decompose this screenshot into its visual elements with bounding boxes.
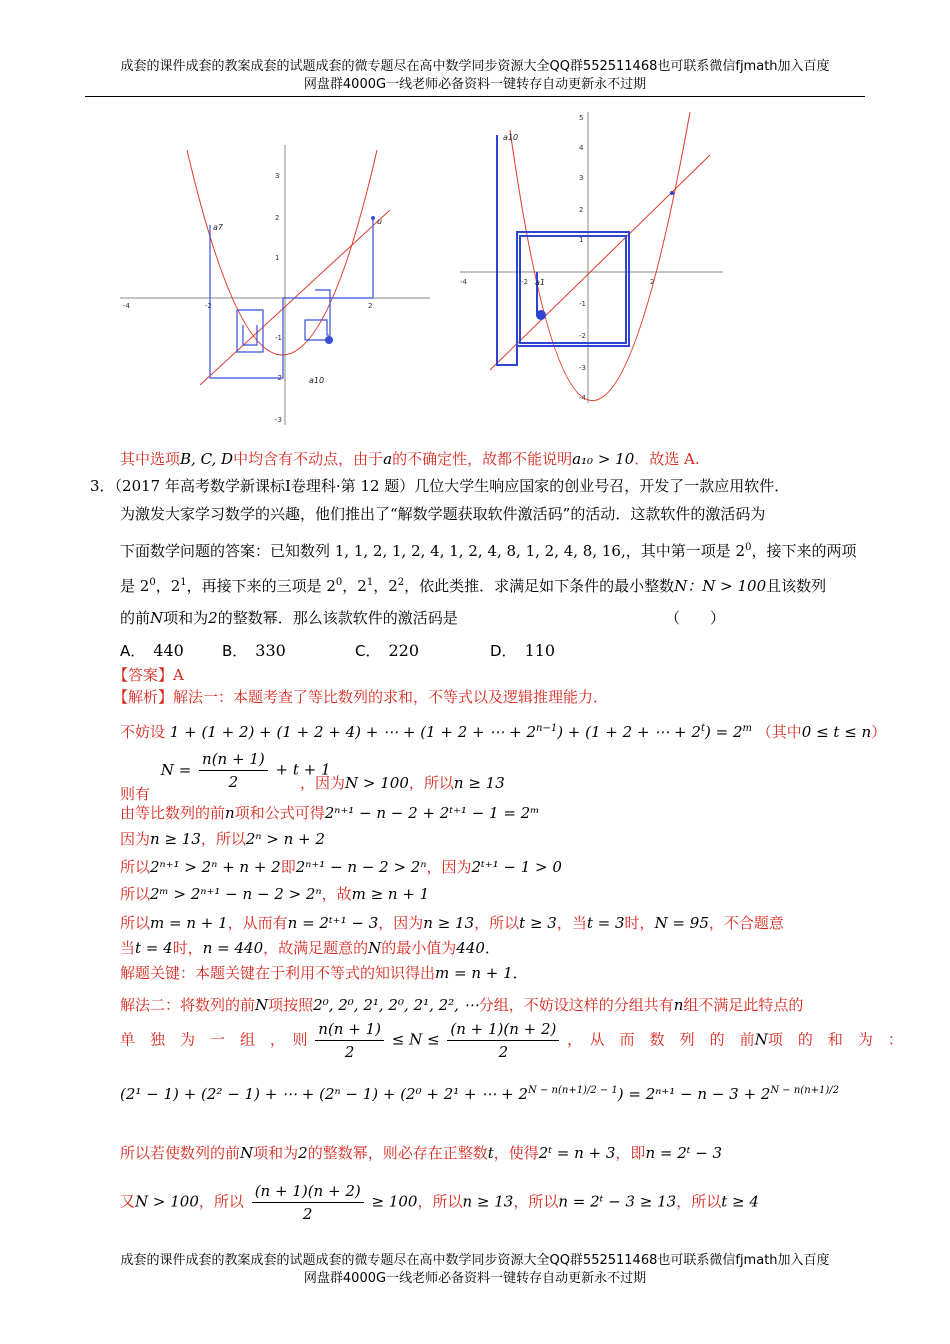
header-line-2: 网盘群4000G一线老师必备资料一键转存自动更新永不过期 bbox=[303, 77, 647, 92]
answer-label: 【答案】A bbox=[113, 666, 184, 684]
right-ytick-8: -3 bbox=[579, 364, 586, 372]
left-label-a10: a10 bbox=[309, 376, 325, 385]
left-xtick-1: -4 bbox=[123, 302, 130, 310]
left-parabola bbox=[187, 150, 377, 355]
right-xtick-1: -4 bbox=[460, 278, 467, 286]
right-line-y-eq-x bbox=[490, 155, 710, 370]
solution-method-2-grouping: 单 独 为 一 组 ， 则 $\frac{n(n + 1)}{2}$ ≤ N ≤ $\frac{(n + 1)(n + 2)}{2}$ ， 从 而 数 列 的 前N项 的 和 为 ： bbox=[120, 1020, 903, 1061]
right-ytick-6: -1 bbox=[579, 300, 586, 308]
right-parabola bbox=[510, 112, 690, 401]
solution-step-3: 由等比数列的前n项和公式可得2ⁿ⁺¹ − n − 2 + 2ᵗ⁺¹ − 1 = 2ᵐ bbox=[120, 804, 540, 822]
left-ytick-5: -2 bbox=[275, 374, 282, 382]
solution-step-7: 所以m = n + 1，从而有n = 2ᵗ⁺¹ − 3，因为n ≥ 13，所以t ≥ 3，当t = 3时，N = 95，不合题意 bbox=[120, 914, 784, 932]
cobweb-figure-right bbox=[455, 110, 725, 405]
solution-method-2: 解法二：将数列的前N项按照2⁰, 2⁰, 2¹, 2⁰, 2¹, 2², ⋯分组，不妨设这样的分组共有n组不满足此特点的 bbox=[120, 996, 804, 1014]
right-xtick-2: -2 bbox=[521, 278, 528, 286]
solution-method-2-final: 又N > 100，所以 $\frac{(n + 1)(n + 2)}{2}$ ≥ 100，所以n ≥ 13，所以n = 2ᵗ − 3 ≥ 13，所以t ≥ 4 bbox=[120, 1182, 759, 1223]
problem-line-3: 下面数学问题的答案：已知数列 1, 1, 2, 1, 2, 4, 1, 2, 4, 8, 1, 2, 4, 8, 16,，其中第一项是 $2^0$，接下来的两项 bbox=[120, 542, 857, 560]
solution-step-5: 所以2ⁿ⁺¹ > 2ⁿ + n + 2即2ⁿ⁺¹ − n − 2 > 2ⁿ，因为2ᵗ⁺¹ − 1 > 0 bbox=[120, 858, 562, 876]
option-c[interactable]: C． 220 bbox=[355, 641, 420, 660]
right-ytick-1: 5 bbox=[579, 114, 584, 122]
solution-step-4: 因为n ≥ 13，所以2ⁿ > n + 2 bbox=[120, 830, 325, 848]
right-ytick-9: -4 bbox=[579, 394, 586, 402]
option-d[interactable]: D． 110 bbox=[490, 641, 556, 660]
left-xtick-2: -2 bbox=[205, 302, 212, 310]
problem-line-2: 为激发大家学习数学的兴趣，他们推出了“解数学题获取软件激活码”的活动．这款软件的激活码为 bbox=[120, 505, 766, 523]
left-ytick-1: 3 bbox=[275, 172, 280, 180]
solution-method-2-power: 所以若使数列的前N项和为2的整数幂，则必存在正整数t，使得2ᵗ = n + 3，即n = 2ᵗ − 3 bbox=[120, 1144, 723, 1162]
problem-line-1: 3．（2017 年高考数学新课标Ⅰ卷理科·第 12 题）几位大学生响应国家的创业号召，开发了一款应用软件． bbox=[90, 477, 790, 495]
cobweb-figure-left bbox=[115, 140, 435, 430]
left-ytick-6: -3 bbox=[275, 416, 282, 424]
option-b[interactable]: B． 330 bbox=[222, 641, 286, 660]
left-label-a7: a7 bbox=[213, 223, 223, 232]
left-xtick-3: 2 bbox=[368, 302, 373, 310]
right-label-a10: a10 bbox=[503, 133, 519, 142]
problem-line-4: 是 $2^0$，$2^1$，再接下来的三项是 $2^0$，$2^1$，$2^2$，依此类推．求满足如下条件的最小整数N：N > 100且该数列 bbox=[120, 577, 827, 595]
solution-key-point: 解题关键：本题关键在于利用不等式的知识得出m = n + 1． bbox=[120, 964, 528, 982]
right-ytick-4: 2 bbox=[579, 206, 584, 214]
left-label-u: u bbox=[377, 217, 383, 226]
analysis-intro: 【解析】解法一：本题考查了等比数列的求和，不等式以及逻辑推理能力． bbox=[113, 688, 609, 706]
option-a[interactable]: A． 440 bbox=[120, 641, 184, 660]
problem-line-5: 的前N项和为2的整数幂．那么该款软件的激活码是 bbox=[120, 609, 458, 627]
solution-step-8: 当t = 4时，n = 440，故满足题意的N的最小值为440． bbox=[120, 939, 500, 957]
solution-step-1: 不妨设 1 + (1 + 2) + (1 + 2 + 4) + ⋯ + (1 + 2 + ⋯ + $2^{n-1}) + (1 + 2$ + ⋯ + $2^t) = 2^m$ （其中0 ≤ t ≤ n） bbox=[120, 723, 887, 741]
left-ytick-3: 1 bbox=[275, 254, 280, 262]
solution-method-2-sum: (2¹ − 1) + (2² − 1) + ⋯ + (2ⁿ − 1) + (2⁰ + 2¹ + ⋯ + $2^{N - n(n+1)/2 - 1}) = 2^{n+1} - n - 3 + 2^{N - n(n+1)/2}$ bbox=[120, 1085, 840, 1103]
right-ytick-5: 1 bbox=[579, 236, 584, 244]
right-ytick-7: -2 bbox=[579, 332, 586, 340]
solution-step-2b: ，因为N > 100，所以n ≥ 13 bbox=[300, 774, 505, 792]
solution-step-6: 所以2ᵐ > 2ⁿ⁺¹ − n − 2 > 2ⁿ，故m ≥ n + 1 bbox=[120, 885, 430, 903]
left-ytick-4: -1 bbox=[275, 334, 282, 342]
page-footer bbox=[85, 1252, 865, 1288]
prev-conclusion: 其中选项B, C, D中均含有不动点，由于a的不确定性，故都不能说明a₁₀ > 10．故选 A. bbox=[120, 450, 700, 468]
footer-line-1: 成套的课件成套的教案成套的试题成套的微专题尽在高中数学同步资源大全QQ群552511468也可联系微信fjmath加入百度 bbox=[120, 1253, 830, 1268]
right-label-a1: a1 bbox=[535, 278, 545, 287]
page-header bbox=[85, 58, 865, 97]
solution-step-2: 则有 N = $\frac{n(n + 1)}{2}$ + t + 1 bbox=[120, 750, 331, 803]
right-ytick-2: 4 bbox=[579, 144, 584, 152]
answer-paren: （ ） bbox=[665, 609, 726, 627]
left-ytick-2: 2 bbox=[275, 214, 280, 222]
right-xtick-3: 2 bbox=[650, 278, 655, 286]
right-ytick-3: 3 bbox=[579, 174, 584, 182]
footer-line-2: 网盘群4000G一线老师必备资料一键转存自动更新永不过期 bbox=[303, 1271, 647, 1286]
header-line-1: 成套的课件成套的教案成套的试题成套的微专题尽在高中数学同步资源大全QQ群552511468也可联系微信fjmath加入百度 bbox=[120, 59, 830, 74]
